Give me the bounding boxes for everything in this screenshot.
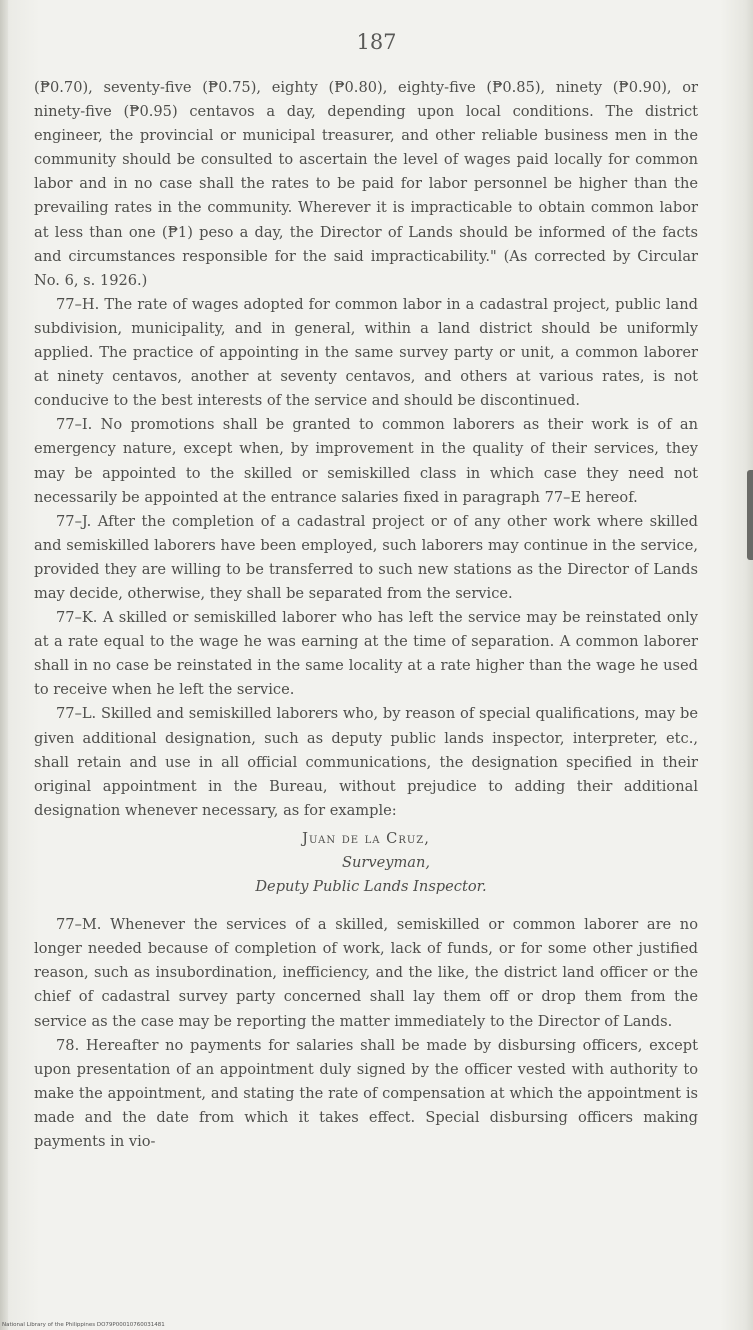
paragraph-77-i: 77–I. No promotions shall be granted to common laborers as their work is of an emergency nature, except when, by improvement in the quality of their services, they may be appointed to the skilled or semiskilled class in which case they need not necessarily be appointed at the entrance salaries fixed in paragraph 77–E hereof.: [34, 416, 698, 506]
paragraph-77-m: 77–M. Whenever the services of a skilled, semiskilled or common laborer are no longer needed because of completion of work, lack of funds, or for some other justified reason, such as insubordination, inefficiency, and the like, the district land officer or the chief of cadastral survey party concerned shall lay them off or drop them from the service as the case may be reporting the matter immediately to the Director of Lands.: [34, 916, 698, 1030]
scan-footer: National Library of the Philippines DO79P00010760031481: [2, 1322, 165, 1328]
paragraph-continued-wages: (₱0.70), seventy-five (₱0.75), eighty (₱0.80), eighty-five (₱0.85), ninety (₱0.90), or ninety-five (₱0.95) centavos a day, depending upon local conditions. The district engineer, the provincial or municipal treasurer, and other reliable business men in the community should be consulted to ascertain the level of wages paid locally for common labor and in no case shall the rates to be paid for labor personnel be higher than the prevailing rates in the community. Wherever it is impracticable to obtain common labor at less than one (₱1) peso a day, the Director of Lands should be informed of the facts and circumstances responsible for the said impracticability." (As corrected by Circular No. 6, s. 1926.): [34, 79, 698, 289]
body-text: [34, 76, 698, 1154]
page-number: 187: [356, 30, 397, 54]
paragraph-77-j: 77–J. After the completion of a cadastral project or of any other work where skilled and semiskilled laborers have been employed, such laborers may continue in the service, provided they are willing to be transferred to such new stations as the Director of Lands may decide, otherwise, they shall be separated from the service.: [34, 512, 698, 602]
page-spine-shadow: [0, 0, 8, 1330]
page-edge-mark: [747, 470, 753, 560]
paragraph-77-l: 77–L. Skilled and semiskilled laborers who, by reason of special qualifications, may be given additional designation, such as deputy public lands inspector, interpreter, etc., shall retain and use in all official communications, the designation specified in their original appointment in the Bureau, without prejudice to adding their additional designation whenever necessary, as for example:: [34, 705, 698, 819]
paragraph-78: 78. Hereafter no payments for salaries shall be made by disbursing officers, except upon presentation of an appointment duly signed by the officer vested with authority to make the appointment, and stating the rate of compensation at which the appointment is made and the date from which it takes effect. Special disbursing officers making payments in vio-: [34, 1036, 698, 1151]
signature-example: [34, 827, 698, 899]
signature-name: Juan de la Cruz,: [302, 829, 430, 847]
paragraph-77-h: 77–H. The rate of wages adopted for common labor in a cadastral project, public land subdivision, municipality, and in general, within a land district should be uniformly applied. The practice of appointing in the same survey party or unit, a common laborer at ninety centavos, another at seventy centavos, and others at various rates, is not conducive to the best interests of the service and should be discontinued.: [34, 295, 698, 410]
paragraph-77-k: 77–K. A skilled or semiskilled laborer who has left the service may be reinstated only at a rate equal to the wage he was earning at the time of separation. A common laborer shall in no case be reinstated in the same locality at a rate higher than the wage he used to receive when he left the service.: [34, 609, 698, 699]
signature-title-surveyman: Surveyman,: [341, 854, 431, 871]
signature-title-inspector: Deputy Public Lands Inspector.: [255, 878, 487, 896]
